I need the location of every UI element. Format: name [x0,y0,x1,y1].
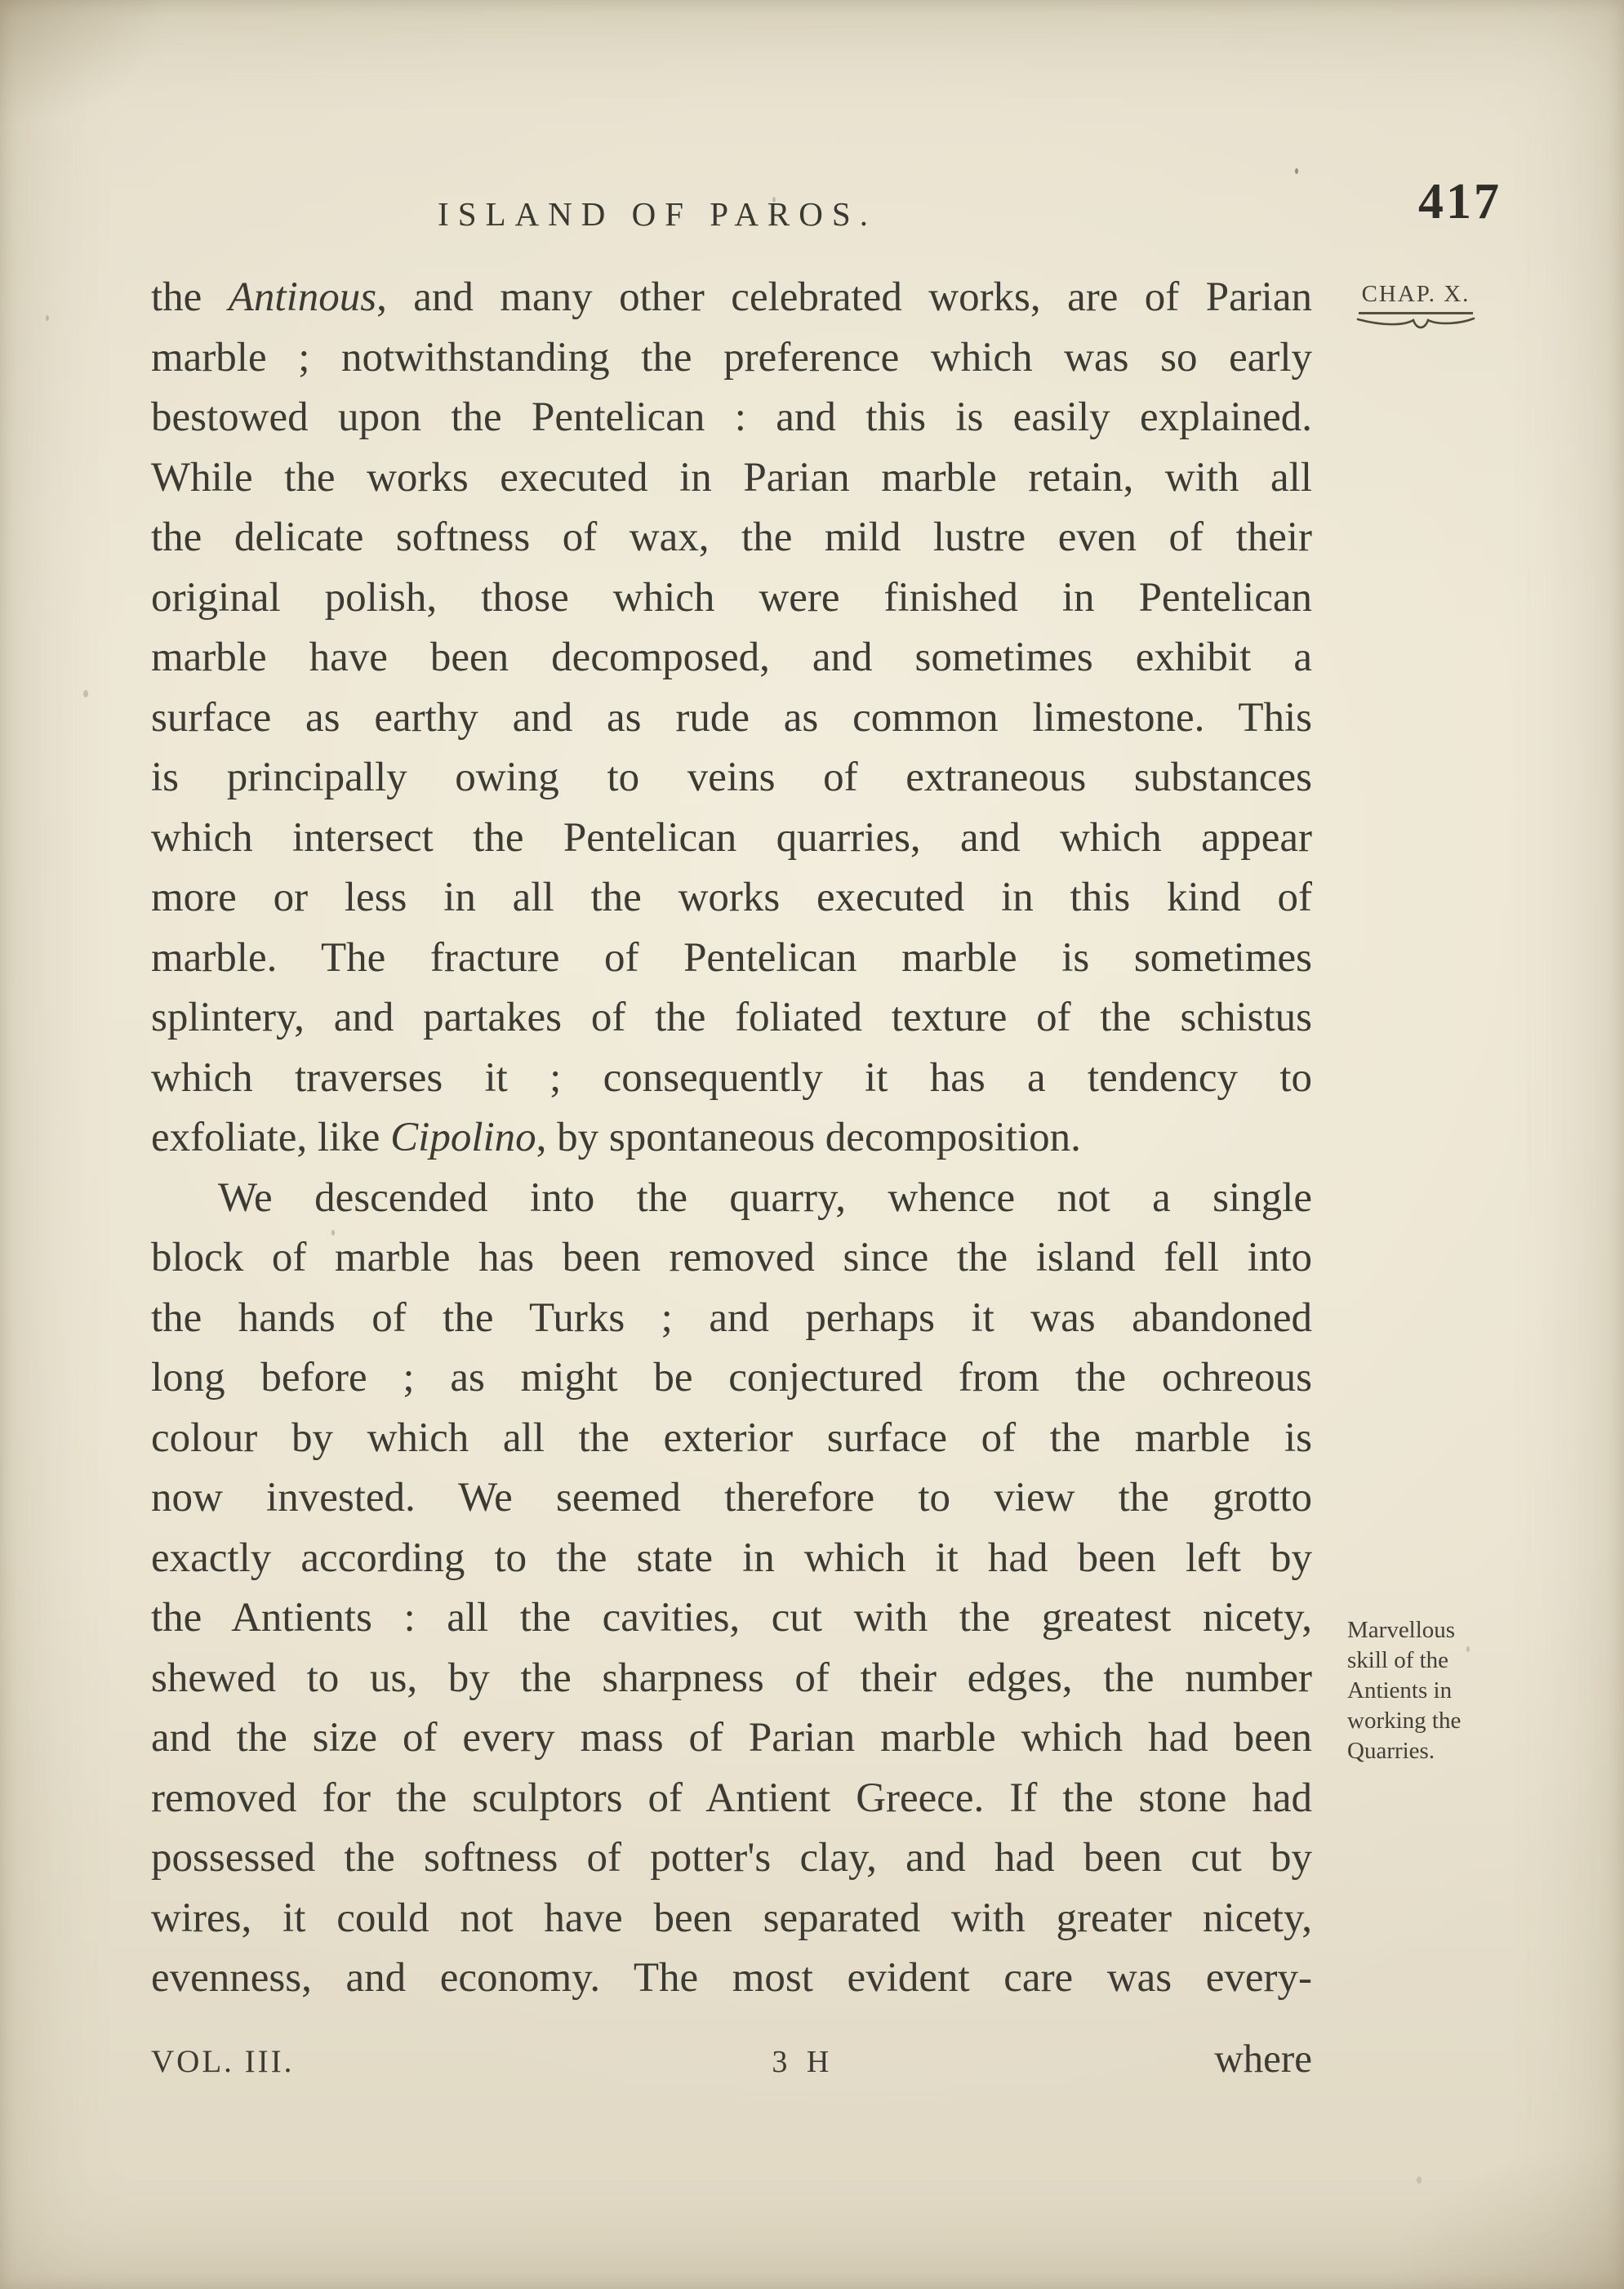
margin-note [1347,1615,1519,1766]
body-line [151,1409,1312,1469]
margin-note-line: working the [1347,1708,1462,1734]
body-text-segment: We descended into the quarry, whence not a single [218,1174,1312,1221]
page-number: 417 [1418,174,1502,229]
body-text-segment: is principally owing to veins of extraneous substances [151,755,1312,800]
body-text-segment: colour by which all the exterior surface of the marble is [151,1414,1312,1461]
body-text-segment: which traverses it ; consequently it has a tendency to [151,1054,1312,1101]
italic-term: Cipolino [390,1115,536,1160]
body-line [151,868,1312,929]
body-text-segment: While the works executed in Parian marble retain, with all [151,454,1312,501]
body-text [151,268,1312,2009]
body-line [151,1228,1312,1289]
body-line [151,628,1312,688]
body-text-segment: long before ; as might be conjectured from the ochreous [151,1355,1312,1401]
body-line [151,1889,1312,1949]
body-line [151,1108,1312,1169]
body-text-segment: surface as earthy and as rude as common limestone. This [151,694,1312,741]
body-line [151,1769,1312,1829]
body-text-segment: splintery, and partakes of the foliated texture of the schistus [151,995,1312,1040]
body-line [151,448,1312,509]
body-text-segment: , and many other celebrated works, are of Parian [376,274,1312,320]
body-line [151,1828,1312,1889]
body-text-segment: and the size of every mass of Parian marble which had been [151,1715,1312,1761]
body-line [151,388,1312,448]
body-text-segment: wires, it could not have been separated with greater nicety, [151,1895,1312,1941]
body-text-segment: now invested. We seemed therefore to view the grotto [151,1475,1312,1521]
body-text-segment: evenness, and economy. The most evident care was every- [151,1955,1312,2001]
body-text-segment: block of marble has been removed since the island fell into [151,1235,1312,1280]
body-text-segment: marble have been decomposed, and sometimes exhibit a [151,635,1312,680]
paper-specks [1295,168,1298,174]
margin-note-line: Quarries. [1347,1738,1435,1764]
body-text-segment: marble ; notwithstanding the preference which was so early [151,334,1312,381]
body-line [151,988,1312,1049]
body-text-segment: exactly according to the state in which it had been left by [151,1534,1312,1581]
body-line [151,568,1312,629]
body-line [151,1529,1312,1589]
footer-volume: VOL. III. [151,2044,295,2079]
chapter-underline-flourish [1355,316,1477,336]
paragraph [151,268,1312,1169]
running-header: ISLAND OF PAROS. [438,195,877,233]
chapter-label-text: CHAP. X. [1359,281,1474,314]
body-line [151,929,1312,989]
body-text-segment: the delicate softness of wax, the mild lustre even of their [151,514,1312,560]
body-line [151,688,1312,749]
footer-catchword: where [1214,2036,1312,2081]
body-text-segment: bestowed upon the Pentelican : and this is easily explained. [151,394,1312,440]
body-line [151,1169,1312,1229]
body-text-segment: marble. The fracture of Pentelican marble is sometimes [151,934,1312,981]
body-line [151,508,1312,568]
body-text-segment: shewed to us, by the sharpness of their edges, the number [151,1654,1312,1701]
footer [151,2035,1312,2082]
body-text-segment: the Antients : all the cavities, cut with the greatest nicety, [151,1595,1312,1641]
body-line [151,1348,1312,1409]
body-line [151,328,1312,389]
body-text-segment: original polish, those which were finished in Pentelican [151,574,1312,621]
body-text-segment: more or less in all the works executed in this kind of [151,875,1312,920]
body-line [151,268,1312,328]
body-text-segment: , by spontaneous decomposition. [536,1115,1081,1160]
body-text-segment: removed for the sculptors of Antient Greece. If the stone had [151,1775,1312,1821]
body-line [151,808,1312,869]
body-line [151,1649,1312,1709]
body-line [151,1588,1312,1649]
body-text-segment: exfoliate, like [151,1115,391,1160]
margin-note-line: Marvellous [1347,1617,1456,1643]
body-text-segment: which intersect the Pentelican quarries, and which appear [151,814,1312,861]
footer-signature-mark: 3 H [772,2045,835,2079]
body-line [151,748,1312,808]
body-line [151,1289,1312,1349]
margin-note-line: skill of the [1347,1647,1449,1673]
chapter-label [1346,281,1486,336]
body-line [151,1049,1312,1109]
body-text-segment: the [151,274,229,320]
body-text-segment: the hands of the Turks ; and perhaps it was abandoned [151,1294,1312,1341]
italic-term: Antinous [228,274,377,320]
margin-note-line: Antients in [1347,1677,1453,1703]
body-line [151,1708,1312,1769]
paragraph [151,1169,1312,2009]
body-line [151,1468,1312,1529]
body-line [151,1948,1312,2009]
body-text-segment: possessed the softness of potter's clay, and had been cut by [151,1835,1312,1881]
